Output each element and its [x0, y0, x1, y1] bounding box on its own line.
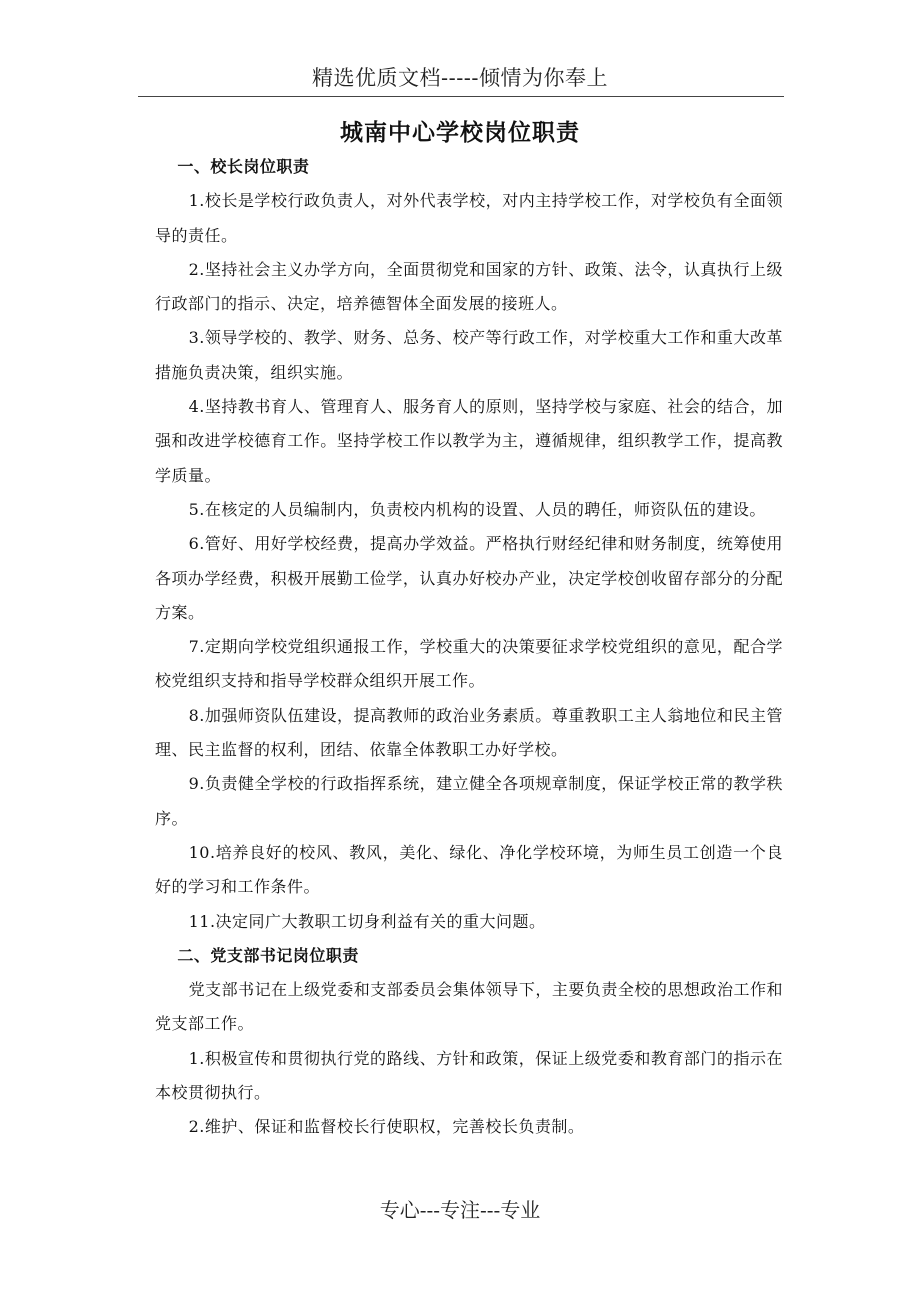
paragraph: 10.培养良好的校风、教风，美化、绿化、净化学校环境，为师生员工创造一个良好的学习和工作条件。: [155, 842, 783, 897]
document-body: [155, 150, 783, 1145]
paragraph: 2.维护、保证和监督校长行使职权，完善校长负责制。: [188, 1117, 585, 1137]
header-divider: [138, 96, 784, 97]
paragraph: 1.校长是学校行政负责人，对外代表学校，对内主持学校工作，对学校负有全面领导的责任。: [155, 191, 783, 245]
section-heading: 一、校长岗位职责: [177, 157, 310, 176]
paragraph: 9.负责健全学校的行政指挥系统，建立健全各项规章制度，保证学校正常的教学秩序。: [155, 774, 783, 828]
paragraph: 5.在核定的人员编制内，负责校内机构的设置、人员的聘任，师资队伍的建设。: [188, 499, 766, 519]
document-title: 城南中心学校岗位职责: [340, 120, 580, 146]
page-footer: 专心---专注---专业: [379, 1198, 541, 1222]
paragraph: 党支部书记在上级党委和支部委员会集体领导下，主要负责全校的思想政治工作和党支部工作。: [155, 980, 783, 1034]
page-header: 精选优质文档-----倾情为你奉上: [312, 66, 608, 90]
paragraph: 7.定期向学校党组织通报工作，学校重大的决策要征求学校党组织的意见，配合学校党组织支持和指导学校群众组织开展工作。: [155, 637, 783, 691]
paragraph: 11.决定同广大教职工切身利益有关的重大问题。: [188, 911, 546, 931]
paragraph: 6.管好、用好学校经费，提高办学效益。严格执行财经纪律和财务制度，统筹使用各项办学经费，积极开展勤工俭学，认真办好校办产业，决定学校创收留存部分的分配方案。: [155, 534, 783, 622]
paragraph: 8.加强师资队伍建设，提高教师的政治业务素质。尊重教职工主人翁地位和民主管理、民主监督的权利，团结、依靠全体教职工办好学校。: [155, 705, 783, 760]
section-heading: 二、党支部书记岗位职责: [177, 945, 359, 965]
paragraph: 3.领导学校的、教学、财务、总务、校产等行政工作，对学校重大工作和重大改革措施负责决策，组织实施。: [155, 328, 783, 382]
paragraph: 1.积极宣传和贯彻执行党的路线、方针和政策，保证上级党委和教育部门的指示在本校贯彻执行。: [155, 1048, 783, 1103]
paragraph: 2.坚持社会主义办学方向，全面贯彻党和国家的方针、政策、法令，认真执行上级行政部门的指示、决定，培养德智体全面发展的接班人。: [155, 259, 783, 314]
paragraph: 4.坚持教书育人、管理育人、服务育人的原则，坚持学校与家庭、社会的结合，加强和改进学校德育工作。坚持学校工作以教学为主，遵循规律，组织教学工作，提高教学质量。: [155, 397, 783, 485]
